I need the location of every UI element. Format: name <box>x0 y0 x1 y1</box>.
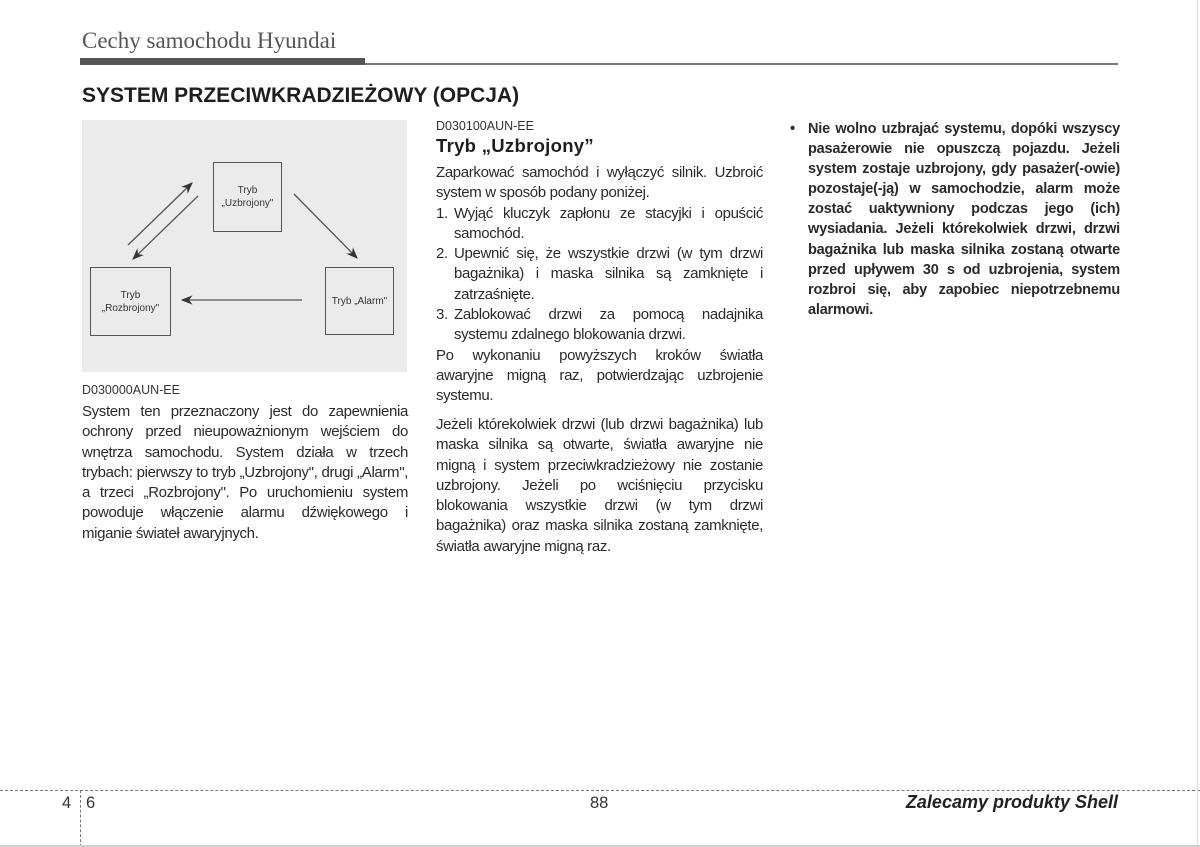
step-item <box>436 305 763 346</box>
step-number: 1. <box>436 204 448 222</box>
node-armed-line1: Tryb <box>237 185 258 196</box>
node-alarm-line1: Tryb „Alarm" <box>331 295 388 307</box>
armed-mode-heading: Tryb „Uzbrojony” <box>436 135 594 156</box>
step-item <box>436 204 763 245</box>
section-code-left: D030000AUN-EE <box>82 383 180 397</box>
arrow-disarmed-to-armed <box>128 183 192 245</box>
intro-paragraph: System ten przeznaczony jest do zapewnienia ochrony przed nieupoważnionym wejściem do wnętrza samochodu. System działa w trzech trybach: pierwszy to tryb „Uzbrojony", drugi „Alarm", a trzeci „Rozbrojony". Po uruchomieniu system powoduje włączenie alarmu dźwiękowego i miganie świateł awaryjnych. <box>82 403 408 542</box>
step-item <box>436 244 763 305</box>
chapter-page-number: 6 <box>86 794 96 812</box>
mode-diagram <box>82 120 407 372</box>
footer-rule <box>0 790 1200 791</box>
arrow-armed-to-alarm <box>294 194 357 258</box>
arming-steps <box>436 204 763 346</box>
header-bar <box>80 58 365 65</box>
armed-intro: Zaparkować samochód i wyłączyć silnik. Uzbroić system w sposób podany poniżej. <box>436 164 763 202</box>
header-rule <box>365 63 1118 65</box>
node-disarmed-line1: Tryb <box>120 289 141 301</box>
warning-text: Nie wolno uzbrajać systemu, dopóki wszyscy pasażerowie nie opuszczą pojazdu. Jeżeli system zostaje uzbrojony, gdy pasażer(-owie) pozostaje(-ją) w samochodzie, alarm może zostać uaktywniony podczas jego (ich) wysiadania. Jeżeli którekolwiek drzwi, drzwi bagażnika lub maska silnika zostaną otwarte przed upływem 30 s od uzbrojenia, system rozbroi się, aby zapobiec niepotrzebnemu alarmowi. <box>808 121 1120 318</box>
step-text: Wyjąć kluczyk zapłonu ze stacyjki i opuścić samochód. <box>454 204 763 242</box>
node-disarmed-line2: „Rozbrojony" <box>101 302 160 314</box>
step-number: 3. <box>436 306 448 324</box>
node-disarmed <box>90 267 171 336</box>
page-number: 88 <box>590 794 609 812</box>
warning-note <box>786 119 1120 320</box>
node-armed <box>213 162 282 232</box>
section-code-middle: D030100AUN-EE <box>436 119 534 133</box>
node-armed-line2: „Uzbrojony" <box>221 198 274 209</box>
after-steps-note: Po wykonaniu powyższych kroków światła awaryjne migną raz, potwierdzając uzbrojenie systemu. <box>436 346 763 405</box>
armed-mode-body <box>436 163 763 407</box>
section-header: Cechy samochodu Hyundai <box>82 28 337 53</box>
page-title: SYSTEM PRZECIWKRADZIEŻOWY (OPCJA) <box>82 84 520 107</box>
footer-divider <box>80 790 81 847</box>
footer-brand-text: Zalecamy produkty Shell <box>905 792 1118 812</box>
arrow-armed-to-disarmed <box>133 196 198 259</box>
step-text: Zablokować drzwi za pomocą nadajnika systemu zdalnego blokowania drzwi. <box>454 306 763 344</box>
chapter-number: 4 <box>62 794 72 812</box>
step-text: Upewnić się, że wszystkie drzwi (w tym drzwi bagażnika) i maska silnika są zamknięte i zatrzaśnięte. <box>454 245 763 303</box>
not-armed-paragraph: Jeżeli którekolwiek drzwi (lub drzwi bagażnika) lub maska silnika są otwarte, światła awaryjne nie migną i system przeciwkradzieżowy nie zostanie uzbrojony. Jeżeli po wciśnięciu przycisku blokowania wszystkie drzwi (w tym drzwi bagażnika) oraz maska silnika zostaną zamknięte, światła awaryjne migną raz. <box>436 416 763 555</box>
bullet-icon: • <box>790 121 795 137</box>
page-edge <box>1197 0 1198 847</box>
node-alarm <box>325 267 394 335</box>
step-number: 2. <box>436 245 448 263</box>
